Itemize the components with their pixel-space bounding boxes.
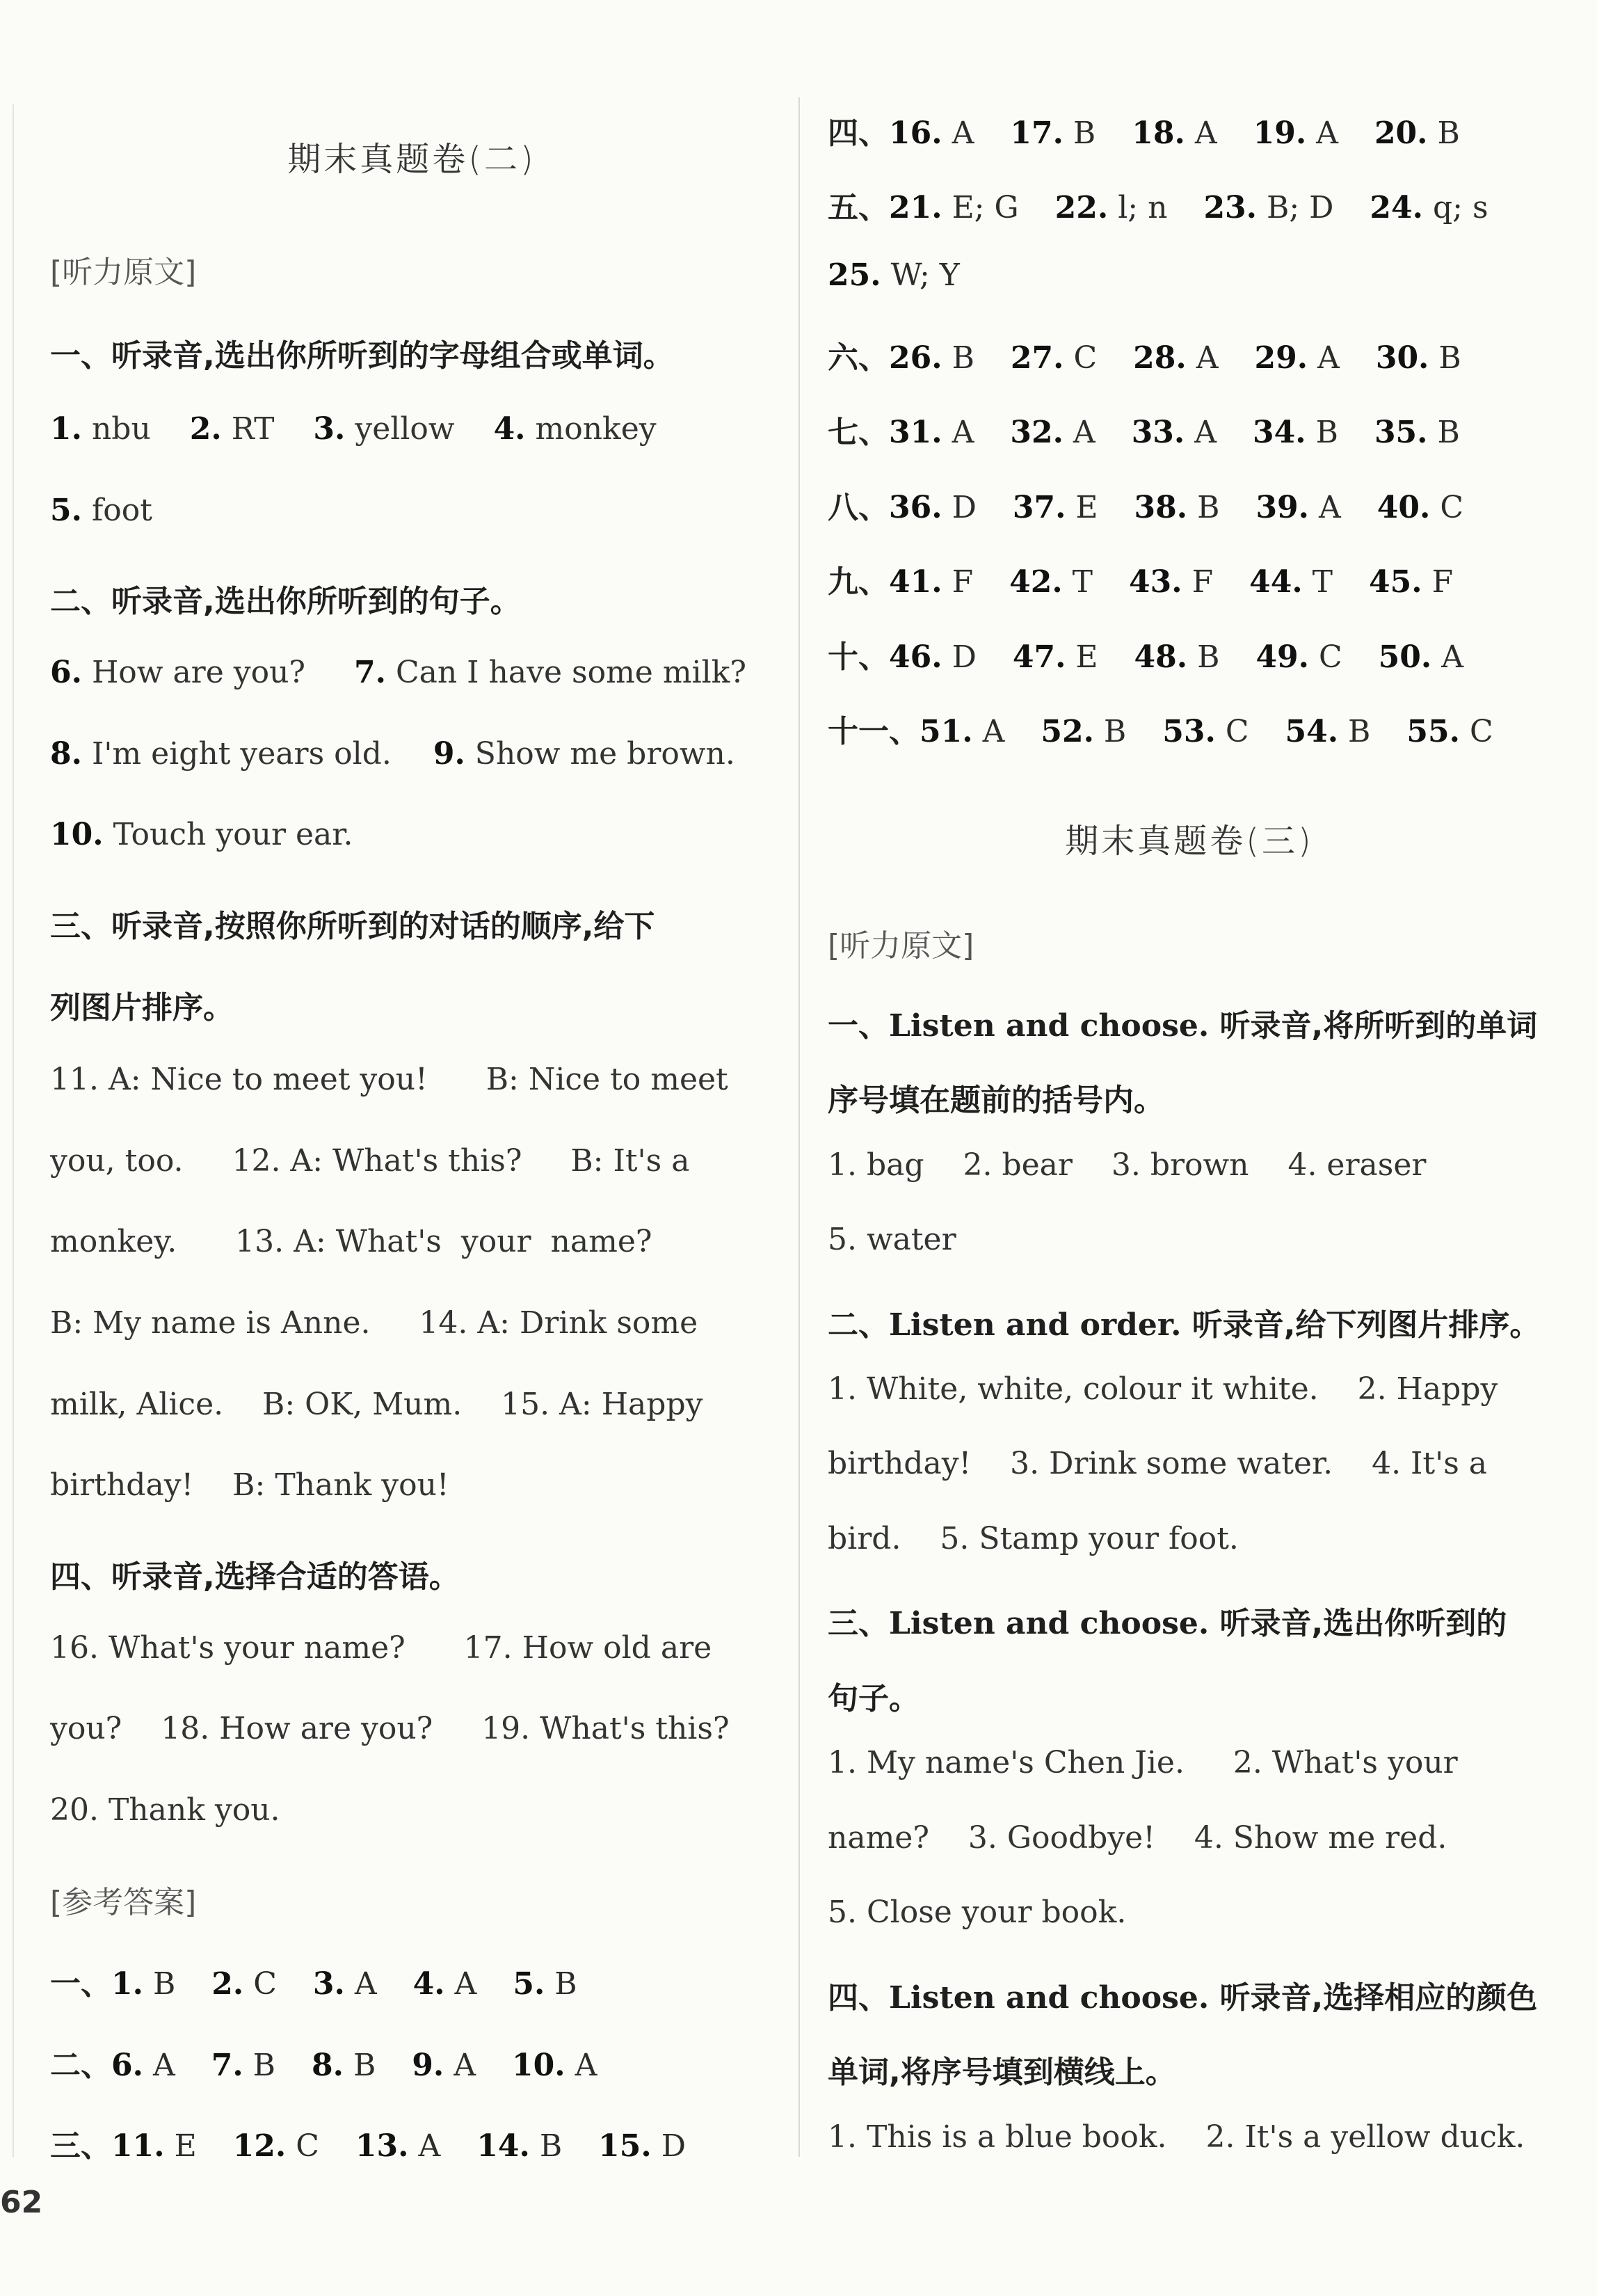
answer-row: 一、 1. B 2. C 3. A 4. A 5. B — [50, 1966, 577, 2002]
answer-item: 19. A — [1253, 115, 1338, 151]
answer-item: 29. A — [1254, 340, 1340, 376]
answer-item: 21. E; G — [889, 190, 1019, 225]
answer-prefix: 八、 — [828, 490, 889, 525]
answer-item: 40. C — [1377, 490, 1464, 525]
listening-label: [听力原文] — [828, 928, 974, 964]
sentence-line: 20. Thank you. — [50, 1792, 280, 1828]
answer-item: 35. B — [1374, 415, 1460, 450]
section-4-heading-cont: 单词,将序号填到横线上。 — [828, 2055, 1176, 2090]
answer-item: 44. T — [1249, 564, 1333, 600]
dialogue-line: birthday! B: Thank you! — [50, 1467, 449, 1503]
answer-row: 二、 6. A 7. B 8. B 9. A 10. A — [50, 2048, 597, 2083]
section-3-heading-cont: 列图片排序。 — [50, 990, 234, 1026]
sentence-line: 16. What's your name? 17. How old are — [50, 1630, 712, 1666]
answer-item: 37. E — [1012, 490, 1098, 525]
answer-item: 49. C — [1255, 639, 1342, 675]
answer-row — [828, 482, 1500, 527]
answer-item: 39. A — [1255, 490, 1341, 525]
exam-title-2: 期末真题卷(二) — [287, 140, 536, 179]
answer-item: 25. W; Y — [828, 257, 960, 293]
answer-item: 36. D — [889, 490, 977, 525]
answer-item: 51. A — [920, 714, 1005, 749]
answer-item: 42. T — [1009, 564, 1093, 600]
section-4-heading: 四、Listen and choose. 听录音,选择相应的颜色 — [828, 1980, 1538, 2016]
answer-item: 26. B — [889, 340, 974, 376]
dialogue-line: milk, Alice. B: OK, Mum. 15. A: Happy — [50, 1387, 703, 1422]
list-item: 1. nbu — [50, 411, 151, 447]
sentence-line: 1. This is a blue book. 2. It's a yellow duck. — [828, 2119, 1525, 2155]
sentence-line: 1. My name's Chen Jie. 2. What's your — [828, 1745, 1458, 1780]
list-item: 9. Show me brown. — [433, 736, 735, 772]
section-3-heading: 三、Listen and choose. 听录音,选出你听到的 — [828, 1606, 1507, 1641]
answer-row: 三、 11. E 12. C 13. A 14. B 15. D — [50, 2128, 687, 2164]
answer-row — [828, 706, 1530, 751]
section-2-row-3 — [50, 817, 353, 852]
answer-item: 46. D — [889, 639, 977, 675]
answer-item: 20. B — [1374, 115, 1460, 151]
answer-row — [828, 407, 1496, 452]
answer-item: 17. B — [1010, 115, 1096, 151]
answer-item: 28. A — [1133, 340, 1219, 376]
sentence-line: you? 18. How are you? 19. What's this? — [50, 1711, 730, 1746]
dialogue-line: monkey. 13. A: What's your name? — [50, 1224, 652, 1259]
section-2-row-2 — [50, 736, 735, 772]
answer-item: 24. q; s — [1370, 190, 1488, 225]
list-item: 2. RT — [189, 411, 275, 447]
answer-item: 34. B — [1253, 415, 1338, 450]
answer-item: 16. A — [889, 115, 974, 151]
answer-row — [828, 257, 996, 293]
answer-item: 27. C — [1010, 340, 1098, 376]
dialogue-line: you, too. 12. A: What's this? B: It's a — [50, 1143, 690, 1179]
answer-row — [828, 108, 1496, 152]
list-item: 8. I'm eight years old. — [50, 736, 392, 772]
section-2-row-1 — [50, 657, 746, 688]
column-divider — [798, 97, 800, 2157]
answer-item: 31. A — [889, 415, 974, 450]
page-edge-line — [13, 104, 14, 2157]
list-item: 5. foot — [50, 493, 152, 528]
listening-label: [听力原文] — [50, 255, 197, 290]
list-item: 6. How are you? — [50, 655, 306, 690]
section-3-heading: 三、听录音,按照你所听到的对话的顺序,给下 — [50, 909, 655, 944]
answer-row — [828, 557, 1489, 601]
list-item: 7. Can I have some milk? — [354, 655, 746, 690]
answer-item: 41. F — [889, 564, 974, 600]
section-2-heading: 二、Listen and order. 听录音,给下列图片排序。 — [828, 1307, 1541, 1343]
sentence-line: 1. White, white, colour it white. 2. Happy — [828, 1371, 1498, 1407]
section-4-heading: 四、听录音,选择合适的答语。 — [50, 1559, 460, 1595]
section-1-items — [50, 411, 773, 447]
answers-label: [参考答案] — [50, 1885, 197, 1920]
answer-item: 48. B — [1134, 639, 1220, 675]
answer-row — [828, 333, 1498, 377]
answer-item: 55. C — [1406, 714, 1493, 749]
answer-prefix: 十、 — [828, 639, 889, 675]
list-item: 3. yellow — [313, 411, 455, 447]
section-1-items-2 — [50, 495, 152, 526]
answer-item: 50. A — [1378, 639, 1464, 675]
sentence-line: bird. 5. Stamp your foot. — [828, 1521, 1239, 1556]
sentence-line: birthday! 3. Drink some water. 4. It's a — [828, 1446, 1487, 1481]
dialogue-line: B: My name is Anne. 14. A: Drink some — [50, 1305, 698, 1341]
word-line: 5. water — [828, 1222, 956, 1257]
section-1-heading-cont: 序号填在题前的括号内。 — [828, 1083, 1164, 1118]
answer-prefix: 六、 — [828, 340, 889, 376]
answer-prefix: 五、 — [828, 190, 889, 225]
answer-item: 18. A — [1132, 115, 1217, 151]
section-1-heading: 一、听录音,选出你所听到的字母组合或单词。 — [50, 338, 674, 374]
answer-item: 47. E — [1012, 639, 1098, 675]
answer-item: 38. B — [1134, 490, 1220, 525]
answer-row — [828, 632, 1500, 676]
section-3-heading-cont: 句子。 — [828, 1681, 920, 1716]
dialogue-line: 11. A: Nice to meet you! B: Nice to meet — [50, 1062, 728, 1097]
section-2-heading: 二、听录音,选出你所听到的句子。 — [50, 584, 521, 619]
answer-item: 53. C — [1162, 714, 1249, 749]
exam-title-3: 期末真题卷(三) — [1065, 822, 1314, 861]
sentence-line: 5. Close your book. — [828, 1895, 1127, 1930]
sentence-line: name? 3. Goodbye! 4. Show me red. — [828, 1820, 1447, 1856]
answer-row — [828, 182, 1525, 227]
answer-item: 45. F — [1369, 564, 1454, 600]
answer-prefix: 九、 — [828, 564, 889, 600]
answer-prefix: 七、 — [828, 415, 889, 450]
answer-item: 33. A — [1131, 415, 1217, 450]
answer-item: 22. l; n — [1054, 190, 1168, 225]
page-number: 62 — [0, 2185, 43, 2220]
answer-item: 23. B; D — [1203, 190, 1334, 225]
list-item: 10. Touch your ear. — [50, 817, 353, 852]
answer-item: 52. B — [1041, 714, 1127, 749]
answer-item: 54. B — [1285, 714, 1371, 749]
answer-prefix: 十一、 — [828, 714, 920, 749]
answer-item: 43. F — [1129, 564, 1214, 600]
list-item: 4. monkey — [493, 411, 657, 447]
answer-item: 32. A — [1010, 415, 1096, 450]
answer-prefix: 四、 — [828, 115, 889, 151]
answer-item: 30. B — [1375, 340, 1461, 376]
word-line: 1. bag 2. bear 3. brown 4. eraser — [828, 1147, 1427, 1183]
section-1-heading: 一、Listen and choose. 听录音,将所听到的单词 — [828, 1008, 1538, 1044]
